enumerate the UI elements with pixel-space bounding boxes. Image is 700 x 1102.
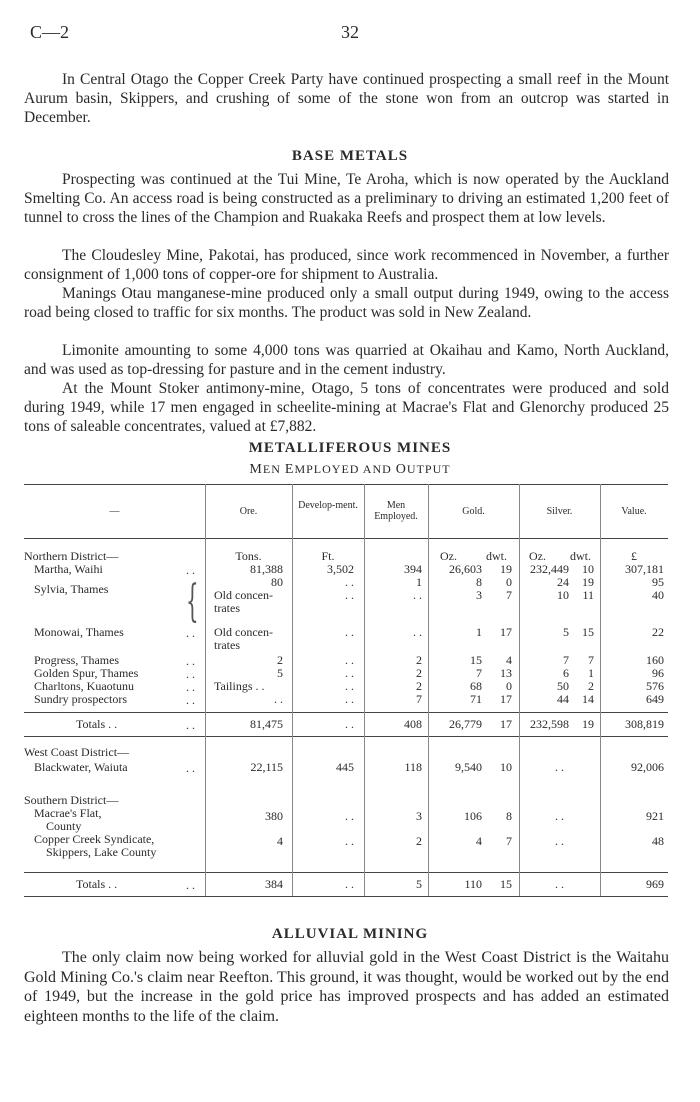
cell-gold-oz: 9,540 (455, 760, 482, 774)
cell-gold-dwt: 0 (506, 679, 512, 693)
cell-ore: 2 (277, 653, 283, 667)
cell-development: 445 (336, 760, 354, 774)
cell-ore: Old concen-trates (214, 588, 273, 615)
cell-development: . . (345, 717, 354, 731)
metalliferous-table: — Ore. Develop-ment. Men Employed. Gold. Silver. Value. Northern District— Tons. Ft. Oz. dwt. Oz. dwt. £ Martha, Waihi . . 81,388 3,502 394 26,603 19 232,449 10 307,181 Sylvia, Thames { 80 . . 1 8 0 24 19 95 Old concen-trates . . . . 3 7 10 11 40 Monowai, Thames . . Old concen-trates . . . . 1 17 5 15 22 Progress, Thames . . 2 . . 2 15 4 7 7 160 Golden Spur, Thames . . 5 . . 2 7 13 6 1 96 Charltons, Kuaotunu . . Tailings . . . . 2 68 0 50 2 576 Sundry prospectors . . . . . . 7 71 17 44 14 649 Totals . . . . 81,475 . . 408 26,779 17 232,598 19 308,819 West Coast District— Blackwater, Waiuta . . 22,115 445 118 9,540 10 . . 92,006 Southern District— Macrae's Flat, County 380 . . 3 106 8 . . 921 Copper Creek Syndicate, Skippers, Lake County 4 . . 2 4 7 . . 48 Totals . . . . 384 . . 5 110 15 . . 969 (24, 484, 668, 908)
brace-symbol: { (186, 576, 199, 627)
cell-ore: 81,475 (250, 717, 283, 731)
cell-silver-dwt: 19 (582, 575, 594, 589)
district-label: Northern District— (24, 549, 119, 563)
cell-gold-dwt: 19 (500, 562, 512, 576)
row-label: Monowai, Thames (34, 625, 124, 639)
unit-label: dwt. (486, 549, 507, 563)
cell-men: 3 (416, 809, 422, 823)
cell-value: 22 (652, 625, 664, 639)
base-metals-paragraph: Limonite amounting to some 4,000 tons was quarried at Okaihau and Kamo, North Auckland, and was used as top-dressing for pasture and in the cement industry. (24, 342, 669, 378)
cell-development: . . (345, 575, 354, 589)
cell-development: . . (345, 692, 354, 706)
cell-value: 308,819 (625, 717, 664, 731)
district-label: Southern District— (24, 793, 119, 807)
cell-gold-oz: 68 (470, 679, 482, 693)
unit-label: £ (631, 549, 637, 563)
base-metals-paragraph: Manings Otau manganese-mine produced only a small output during 1949, owing to the access road being closed to traffic for six months. The product was sold in New Zealand. (24, 285, 669, 321)
cell-silver-oz: 5 (563, 625, 569, 639)
row-label: Charltons, Kuaotunu (34, 679, 134, 693)
cell-men: . . (413, 625, 422, 639)
document-reference: C—2 (30, 22, 70, 42)
cell-gold-dwt: 17 (500, 625, 512, 639)
row-label: Golden Spur, Thames (34, 666, 139, 680)
column-header-men-employed: Men Employed. (374, 500, 418, 522)
cell-men: 2 (416, 834, 422, 848)
cell-development: . . (345, 653, 354, 667)
cell-ore: 81,388 (250, 562, 283, 576)
base-metals-paragraph: Prospecting was continued at the Tui Mine, Te Aroha, which is now operated by the Auckland Smelting Co. An access road is being constructed as a preliminary to driving an estimated 1,200 feet of tunnel to cross the lines of the Champion and Ruakaka Reefs and prospect them at low levels. (24, 171, 669, 226)
cell-gold-oz: 15 (470, 653, 482, 667)
cell-development: . . (345, 834, 354, 848)
cell-silver: . . (555, 809, 564, 823)
cell-gold-dwt: 7 (506, 834, 512, 848)
cell-silver-oz: 24 (557, 575, 569, 589)
alluvial-paragraph: The only claim now being worked for alluvial gold in the West Coast District is the Waitahu Gold Mining Co.'s claim near Reefton. This ground, it was thought, would be worked out by the end of 1949, but the increase in the gold price has improved prospects and has added an estimated eighteen months to the life of the claim. (24, 949, 669, 1025)
base-metals-heading: BASE METALS (291, 148, 409, 164)
cell-development: . . (345, 809, 354, 823)
cell-gold-dwt: 13 (500, 666, 512, 680)
cell-ore: 5 (277, 666, 283, 680)
cell-gold-oz: 26,603 (449, 562, 482, 576)
cell-ore: Old concen-trates (214, 625, 273, 652)
cell-men: 408 (404, 717, 422, 731)
cell-silver-oz: 10 (557, 588, 569, 602)
cell-silver: . . (555, 834, 564, 848)
cell-silver-dwt: 2 (588, 679, 594, 693)
unit-label: Tons. (235, 549, 262, 563)
cell-men: 2 (416, 666, 422, 680)
cell-development: 3,502 (327, 562, 354, 576)
cell-gold-oz: 3 (476, 588, 482, 602)
cell-gold-dwt: 7 (506, 588, 512, 602)
cell-men: 1 (416, 575, 422, 589)
cell-men: 2 (416, 653, 422, 667)
cell-silver-oz: 7 (563, 653, 569, 667)
district-label: West Coast District— (24, 745, 130, 759)
cell-ore: 22,115 (250, 760, 283, 774)
cell-men: . . (413, 588, 422, 602)
cell-silver: . . (555, 877, 564, 891)
unit-label: dwt. (570, 549, 591, 563)
metalliferous-heading: METALLIFEROUS MINES (248, 440, 452, 456)
cell-silver-oz: 6 (563, 666, 569, 680)
unit-label: Oz. (529, 549, 546, 563)
cell-silver-dwt: 7 (588, 653, 594, 667)
unit-label: Ft. (321, 549, 335, 563)
unit-label: Oz. (440, 549, 457, 563)
cell-value: 48 (652, 834, 664, 848)
row-label: Sundry prospectors (34, 692, 127, 706)
totals-label: Totals . . (76, 877, 118, 891)
cell-gold-dwt: 4 (506, 653, 512, 667)
cell-development: . . (345, 877, 354, 891)
cell-men: 5 (416, 877, 422, 891)
cell-men: 2 (416, 679, 422, 693)
column-header-blank: — (109, 506, 120, 517)
cell-value: 160 (646, 653, 664, 667)
cell-value: 921 (646, 809, 664, 823)
cell-value: 576 (646, 679, 664, 693)
column-header-ore: Ore. (239, 506, 258, 517)
row-label: Sylvia, Thames (34, 582, 109, 596)
column-header-silver: Silver. (546, 506, 573, 517)
cell-men: 394 (404, 562, 422, 576)
cell-development: . . (345, 679, 354, 693)
cell-ore: 380 (265, 809, 283, 823)
cell-gold-oz: 26,779 (449, 717, 482, 731)
cell-ore: 80 (271, 575, 283, 589)
cell-value: 649 (646, 692, 664, 706)
cell-silver-dwt: 19 (582, 717, 594, 731)
row-label: Copper Creek Syndicate, (34, 832, 155, 846)
page-header (0, 22, 700, 46)
row-label: Macrae's Flat, (34, 806, 102, 820)
cell-silver-dwt: 10 (582, 562, 594, 576)
cell-value: 92,006 (631, 760, 664, 774)
cell-development: . . (345, 588, 354, 602)
alluvial-heading: ALLUVIAL MINING (271, 926, 429, 942)
cell-gold-dwt: 0 (506, 575, 512, 589)
row-label: Blackwater, Waiuta (34, 760, 128, 774)
column-header-gold: Gold. (462, 506, 485, 517)
cell-ore: 4 (277, 834, 283, 848)
cell-gold-oz: 110 (464, 877, 482, 891)
cell-value: 307,181 (625, 562, 664, 576)
cell-gold-oz: 7 (476, 666, 482, 680)
cell-ore: . . (274, 692, 283, 706)
cell-silver: . . (555, 760, 564, 774)
cell-gold-dwt: 17 (500, 692, 512, 706)
cell-gold-dwt: 10 (500, 760, 512, 774)
cell-gold-oz: 71 (470, 692, 482, 706)
cell-gold-dwt: 17 (500, 717, 512, 731)
cell-silver-dwt: 15 (582, 625, 594, 639)
column-header-development: Develop-ment. (298, 500, 358, 511)
cell-silver-oz: 232,449 (530, 562, 569, 576)
cell-gold-oz: 8 (476, 575, 482, 589)
cell-development: . . (345, 625, 354, 639)
cell-value: 96 (652, 666, 664, 680)
cell-silver-dwt: 14 (582, 692, 594, 706)
cell-value: 969 (646, 877, 664, 891)
cell-silver-dwt: 11 (582, 588, 594, 602)
cell-silver-oz: 44 (557, 692, 569, 706)
cell-gold-oz: 1 (476, 625, 482, 639)
cell-gold-oz: 106 (464, 809, 482, 823)
column-header-value: Value. (621, 506, 647, 517)
cell-men: 7 (416, 692, 422, 706)
cell-men: 118 (404, 760, 422, 774)
cell-silver-oz: 232,598 (530, 717, 569, 731)
base-metals-paragraph: At the Mount Stoker antimony-mine, Otago, 5 tons of concentrates were produced and sold during 1949, while 17 men engaged in scheelite-mining at Macrae's Flat and Glenorchy produced 25 tons of saleable concentrates, valued at £7,882. (24, 380, 669, 435)
cell-value: 40 (652, 588, 664, 602)
row-label-continued: County (46, 819, 82, 833)
cell-silver-oz: 50 (557, 679, 569, 693)
intro-paragraph: In Central Otago the Copper Creek Party have continued prospecting a small reef in the Mount Aurum basin, Skippers, and crushing of some of the stone won from an outcrop was started in December. (24, 71, 669, 126)
totals-label: Totals . . (76, 717, 118, 731)
cell-gold-oz: 4 (476, 834, 482, 848)
cell-gold-dwt: 8 (506, 809, 512, 823)
row-label: Progress, Thames (34, 653, 120, 667)
cell-development: . . (345, 666, 354, 680)
row-label: Martha, Waihi (34, 562, 103, 576)
row-label-continued: Skippers, Lake County (46, 845, 157, 859)
metalliferous-subheading: MEN EMPLOYED AND OUTPUT (249, 462, 451, 477)
cell-silver-dwt: 1 (588, 666, 594, 680)
cell-gold-dwt: 15 (500, 877, 512, 891)
cell-ore: 384 (265, 877, 283, 891)
page-number: 32 (341, 22, 359, 42)
base-metals-paragraph: The Cloudesley Mine, Pakotai, has produced, since work recommenced in November, a further consignment of 1,000 tons of copper-ore for shipment to Australia. (24, 247, 669, 283)
cell-ore: Tailings . . (214, 679, 265, 693)
cell-value: 95 (652, 575, 664, 589)
